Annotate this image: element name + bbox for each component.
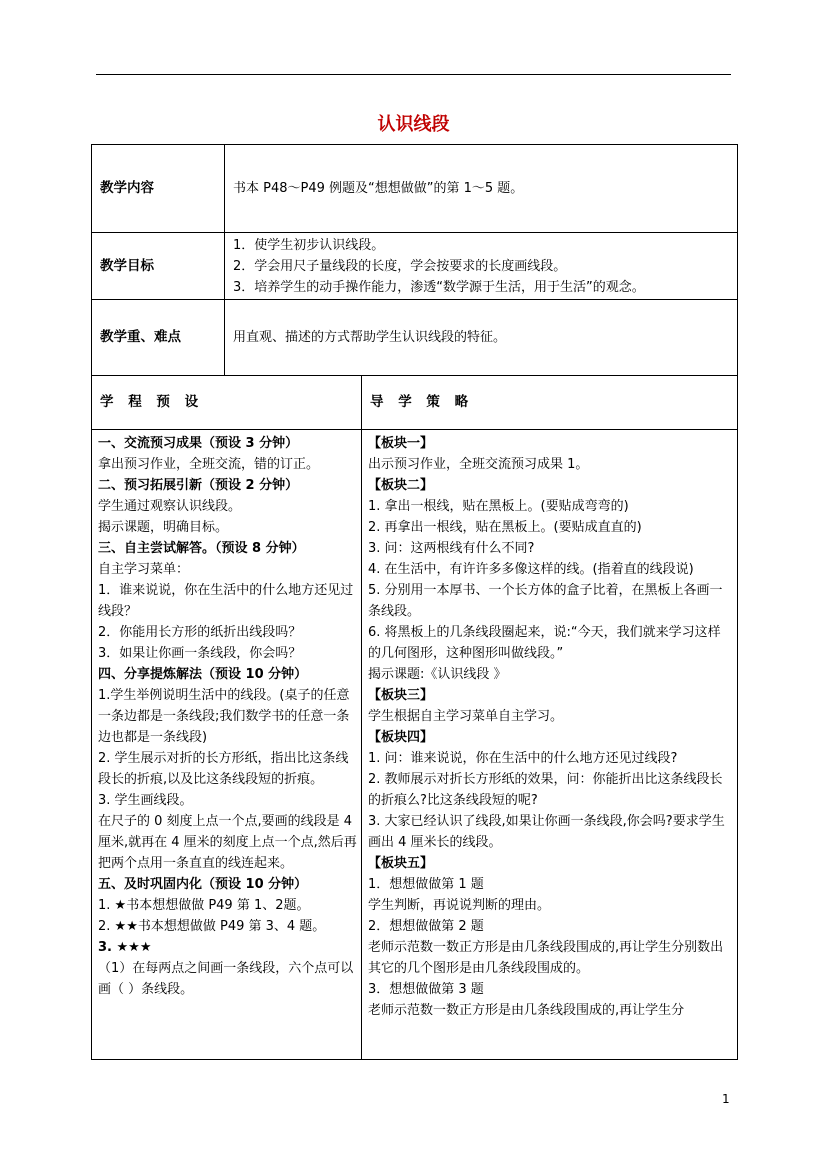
text-line: 1.学生举例说明生活中的线段。(桌子的任意一条边都是一条线段;我们数学书的任意一条边也都是一条线段) (98, 688, 350, 745)
text-line: 2. 教师展示对折长方形纸的效果，问：你能折出比这条线段长的折痕么?比这条线段短的呢? (368, 772, 723, 808)
section-heading: 一、交流预习成果（预设 3 分钟） (98, 436, 299, 451)
value-goals (225, 233, 738, 300)
text-line: 4. 在生活中，有许许多多像这样的线。(指着直的线段说) (368, 562, 694, 577)
section-heading: 三、自主尝试解答。（预设 8 分钟） (98, 541, 305, 556)
goal-item: 1．使学生初步认识线段。 (233, 237, 385, 253)
right-column (362, 430, 738, 1060)
text-line: 2. 学生展示对折的长方形纸，指出比这条线段长的折痕,以及比这条线段短的折痕。 (98, 751, 349, 787)
text-line: （1）在每两点之间画一条线段，六个点可以画（ ）条线段。 (98, 961, 354, 997)
block-heading: 【板块一】 (368, 436, 434, 451)
label-key: 教学重、难点 (92, 300, 225, 376)
label-content: 教学内容 (92, 145, 225, 233)
row-content (92, 145, 738, 233)
section-heading: 四、分享提炼解法（预设 10 分钟） (98, 667, 308, 682)
text-line: 老师示范数一数正方形是由几条线段围成的,再让学生分别数出其它的几个图形是由几条线段围成的。 (368, 940, 724, 976)
text-line: 1. 拿出一根线，贴在黑板上。(要贴成弯弯的) (368, 499, 629, 514)
text-line: 学生判断，再说说判断的理由。 (368, 898, 551, 913)
text-line: 1. ★书本想想做做 P49 第 1、2题。 (98, 898, 310, 913)
goal-item: 2．学会用尺子量线段的长度，学会按要求的长度画线段。 (233, 258, 567, 274)
text-line: 6. 将黑板上的几条线段圈起来，说:“今天，我们就来学习这样的几何图形，这种图形叫做线段。” (368, 625, 721, 661)
page-title: 认识线段 (377, 114, 450, 135)
text-line: 2．想想做做第 2 题 (368, 919, 484, 934)
block-heading: 【板块二】 (368, 478, 434, 493)
text-line: 1．谁来说说，你在生活中的什么地方还见过线段？ (98, 583, 354, 619)
text-line: 3. 学生画线段。 (98, 793, 193, 808)
text-line: 2．你能用长方形的纸折出线段吗？ (98, 625, 302, 640)
text-line: 2. 再拿出一根线，贴在黑板上。(要贴成直直的) (368, 520, 642, 535)
text-line: 在尺子的 0 刻度上点一个点,要画的线段是 4 厘米,就再在 4 厘米的刻度上点一个点,然后再把两个点用一条直直的线连起来。 (98, 814, 357, 871)
lesson-plan-table (91, 144, 738, 1060)
text-line: 拿出预习作业，全班交流，错的订正。 (98, 457, 320, 472)
block-heading: 【板块三】 (368, 688, 434, 703)
page-number: 1 (722, 1092, 730, 1106)
text-line: 揭示课题:《认识线段 》 (368, 667, 507, 682)
text-line: 出示预习作业，全班交流预习成果 1。 (368, 457, 589, 472)
row-headers (92, 376, 738, 430)
text-line: 学生通过观察认识线段。 (98, 499, 242, 514)
block-heading: 【板块四】 (368, 730, 434, 745)
text-line: 5. 分别用一本厚书、一个长方体的盒子比着，在黑板上各画一条线段。 (368, 583, 723, 619)
header-left: 学 程 预 设 (92, 376, 362, 430)
text-line: 1．想想做做第 1 题 (368, 877, 484, 892)
text-line: 3．如果让你画一条线段，你会吗？ (98, 646, 302, 661)
text-line: 自主学习菜单： (98, 562, 190, 577)
goal-item: 3．培养学生的动手操作能力，渗透“数学源于生活，用于生活”的观念。 (233, 279, 645, 295)
text-line: 2. ★★书本想想做做 P49 第 3、4 题。 (98, 919, 326, 934)
row-key (92, 300, 738, 376)
value-content: 书本 P48～P49 例题及“想想做做”的第 1～5 题。 (225, 145, 738, 233)
text-line: 3. ★★★ (98, 940, 152, 955)
row-body (92, 430, 738, 1060)
text-line: 1. 问：谁来说说，你在生活中的什么地方还见过线段? (368, 751, 678, 766)
label-goals: 教学目标 (92, 233, 225, 300)
section-heading: 二、预习拓展引新（预设 2 分钟） (98, 478, 299, 493)
text-line: 3. 大家已经认识了线段,如果让你画一条线段,你会吗?要求学生画出 4 厘米长的线段。 (368, 814, 725, 850)
section-heading: 五、及时巩固内化（预设 10 分钟） (98, 877, 308, 892)
row-goals (92, 233, 738, 300)
block-heading: 【板块五】 (368, 856, 434, 871)
value-key: 用直观、描述的方式帮助学生认识线段的特征。 (225, 300, 738, 376)
header-right: 导 学 策 略 (362, 376, 738, 430)
header-rule (96, 74, 731, 75)
text-line: 3．想想做做第 3 题 (368, 982, 484, 997)
left-column (92, 430, 362, 1060)
text-line: 学生根据自主学习菜单自主学习。 (368, 709, 564, 724)
text-line: 揭示课题，明确目标。 (98, 520, 229, 535)
text-line: 老师示范数一数正方形是由几条线段围成的,再让学生分 (368, 1003, 685, 1018)
text-line: 3. 问：这两根线有什么不同? (368, 541, 535, 556)
